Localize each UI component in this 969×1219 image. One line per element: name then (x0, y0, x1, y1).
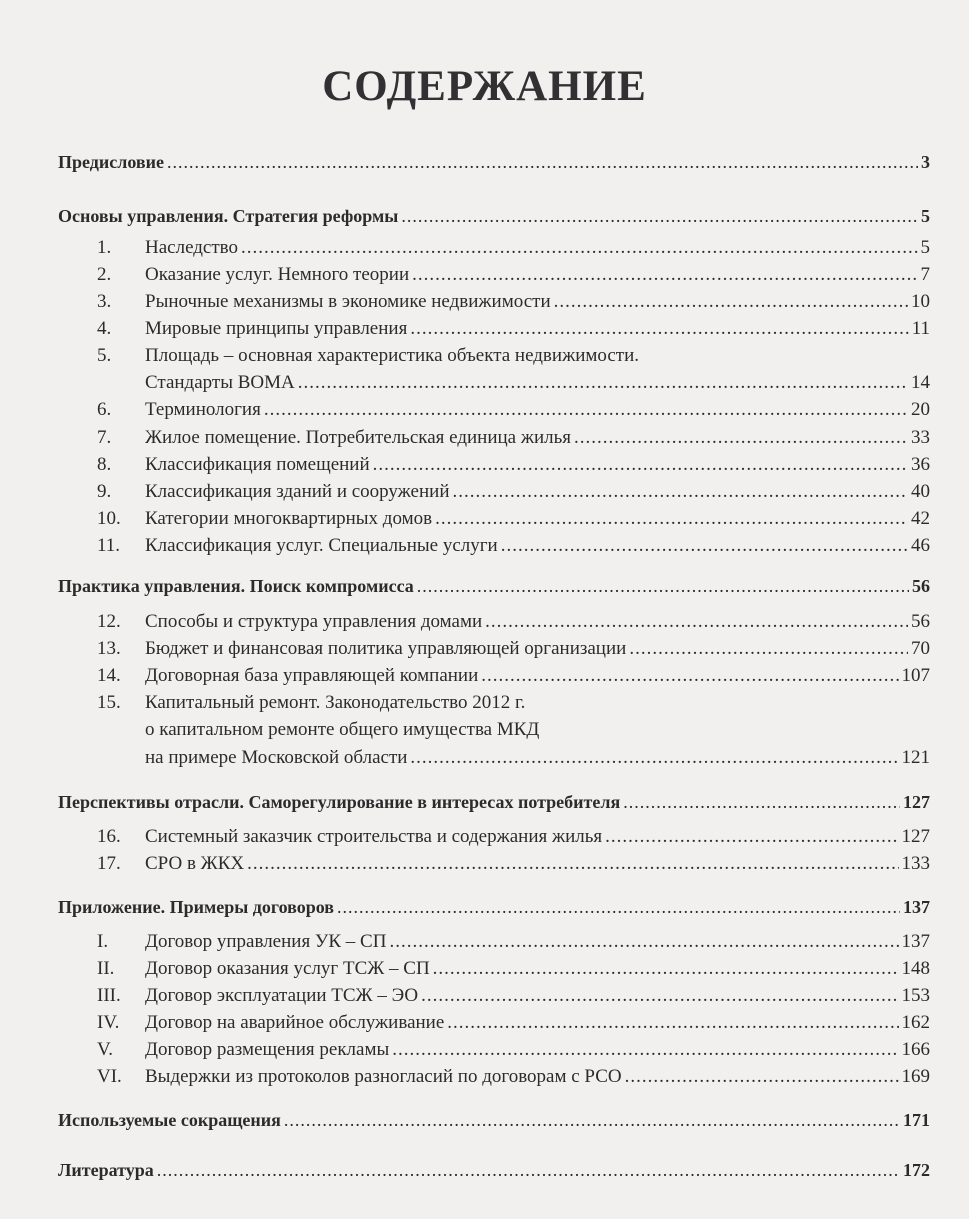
item-title: Площадь – основная характеристика объекта недвижимости. (145, 345, 640, 366)
item-title: Договорная база управляющей компании (145, 665, 479, 686)
dot-leader (241, 236, 918, 260)
item-number: 17. (97, 853, 121, 874)
item-title: Рыночные механизмы в экономике недвижимости (145, 291, 551, 312)
toc-item[interactable] (97, 957, 930, 981)
toc-item[interactable] (97, 1011, 930, 1035)
dot-leader (623, 790, 900, 814)
item-number: 3. (97, 291, 112, 312)
item-title: Наследство (145, 237, 238, 258)
item-title: Выдержки из протоколов разногласий по договорам с РСО (145, 1066, 622, 1087)
item-page: 42 (911, 508, 930, 529)
dot-leader (481, 664, 898, 688)
section-title: Основы управления. Стратегия реформы (58, 206, 399, 226)
section-title: Практика управления. Поиск компромисса (58, 576, 414, 596)
item-number: VI. (97, 1066, 122, 1087)
item-number: 1. (97, 237, 112, 258)
item-title: Мировые принципы управления (145, 318, 408, 339)
item-number: 6. (97, 399, 112, 420)
item-title: Системный заказчик строительства и содержания жилья (145, 826, 603, 847)
item-page: 5 (920, 237, 930, 258)
item-number: V. (97, 1039, 114, 1060)
entry-page: 3 (921, 152, 930, 172)
page-title: СОДЕРЖАНИЕ (322, 63, 647, 110)
toc-item-continuation[interactable] (97, 371, 930, 395)
dot-leader (298, 371, 908, 395)
item-number: 2. (97, 264, 112, 285)
item-number: 14. (97, 665, 121, 686)
dot-leader (417, 574, 909, 598)
item-page: 40 (911, 481, 930, 502)
toc-item[interactable] (97, 1065, 930, 1089)
item-number: 13. (97, 638, 121, 659)
item-number: 9. (97, 481, 112, 502)
item-title: Классификация зданий и сооружений (145, 481, 450, 502)
item-title-continued: о капитальном ремонте общего имущества МКД (145, 719, 540, 740)
item-number: III. (97, 985, 121, 1006)
item-page: 133 (901, 853, 930, 874)
dot-leader (435, 507, 908, 531)
toc-entry-preface[interactable] (58, 150, 930, 174)
item-page: 107 (901, 665, 930, 686)
dot-leader (421, 984, 898, 1008)
toc-section-3[interactable] (58, 790, 930, 814)
item-title: Договор на аварийное обслуживание (145, 1012, 445, 1033)
dot-leader (574, 426, 908, 450)
dot-leader (501, 534, 908, 558)
entry-page: 171 (903, 1110, 930, 1130)
toc-item[interactable] (97, 852, 930, 876)
toc-item[interactable] (97, 453, 930, 477)
item-number: 7. (97, 427, 112, 448)
item-number: 15. (97, 692, 121, 713)
dot-leader (410, 746, 898, 770)
section-title: Перспективы отрасли. Саморегулирование в интересах потребителя (58, 792, 621, 812)
item-number: 12. (97, 611, 121, 632)
toc-item[interactable] (97, 664, 930, 688)
toc-section-1[interactable] (58, 204, 930, 228)
item-page: 137 (901, 931, 930, 952)
dot-leader (247, 852, 898, 876)
toc-entry-abbreviations[interactable] (58, 1108, 930, 1132)
dot-leader (554, 290, 908, 314)
item-title: Договор эксплуатации ТСЖ – ЭО (145, 985, 419, 1006)
toc-entry-literature[interactable] (58, 1158, 930, 1182)
item-page: 11 (911, 318, 930, 339)
item-title: Классификация помещений (145, 454, 370, 475)
entry-title: Предисловие (58, 152, 164, 172)
item-number: 8. (97, 454, 112, 475)
item-page: 153 (901, 985, 930, 1006)
toc-item-multiline[interactable] (97, 691, 930, 715)
toc-section-4[interactable] (58, 895, 930, 919)
item-page: 14 (911, 372, 930, 393)
toc-item[interactable] (97, 610, 930, 634)
toc-item[interactable] (97, 236, 930, 260)
item-page: 166 (901, 1039, 930, 1060)
entry-page: 172 (903, 1160, 930, 1180)
dot-leader (447, 1011, 898, 1035)
toc-item-continuation[interactable] (97, 718, 930, 742)
toc-item-multiline[interactable] (97, 344, 930, 368)
item-number: 4. (97, 318, 112, 339)
item-title: Капитальный ремонт. Законодательство 2012 г. (145, 692, 526, 713)
item-page: 121 (901, 747, 930, 768)
toc-section-2[interactable] (58, 574, 930, 598)
toc-item[interactable] (97, 507, 930, 531)
item-title: Способы и структура управления домами (145, 611, 483, 632)
dot-leader (605, 825, 898, 849)
section-page: 56 (912, 576, 930, 596)
item-page: 169 (901, 1066, 930, 1087)
item-title: Жилое помещение. Потребительская единица жилья (145, 427, 572, 448)
item-page: 70 (911, 638, 930, 659)
dot-leader (629, 637, 908, 661)
item-number: II. (97, 958, 115, 979)
item-title-continued: на примере Московской области (145, 747, 408, 768)
item-title-continued: Стандарты ВОМА (145, 372, 295, 393)
item-page: 36 (911, 454, 930, 475)
dot-leader (410, 317, 908, 341)
dot-leader (412, 263, 917, 287)
section-title: Приложение. Примеры договоров (58, 897, 335, 917)
entry-title: Литература (58, 1160, 154, 1180)
dot-leader (485, 610, 908, 634)
dot-leader (264, 398, 908, 422)
dot-leader (157, 1158, 900, 1182)
toc-item[interactable] (97, 825, 930, 849)
toc-item[interactable] (97, 426, 930, 450)
item-page: 46 (911, 535, 930, 556)
dot-leader (392, 1038, 898, 1062)
item-page: 10 (911, 291, 930, 312)
item-title: Бюджет и финансовая политика управляющей организации (145, 638, 627, 659)
item-number: 10. (97, 508, 121, 529)
dot-leader (373, 453, 908, 477)
item-page: 7 (920, 264, 930, 285)
item-title: Договор управления УК – СП (145, 931, 387, 952)
toc-item-continuation[interactable] (97, 746, 930, 770)
toc-item[interactable] (97, 263, 930, 287)
dot-leader (167, 150, 918, 174)
item-title: Договор размещения рекламы (145, 1039, 390, 1060)
item-number: I. (97, 931, 109, 952)
toc-item[interactable] (97, 1038, 930, 1062)
dot-leader (433, 957, 899, 981)
dot-leader (452, 480, 908, 504)
item-title: Терминология (145, 399, 261, 420)
item-title: Классификация услуг. Специальные услуги (145, 535, 498, 556)
toc-item[interactable] (97, 317, 930, 341)
toc-item[interactable] (97, 534, 930, 558)
item-page: 148 (901, 958, 930, 979)
section-page: 5 (921, 206, 930, 226)
item-title: СРО в ЖКХ (145, 853, 245, 874)
item-number: 11. (97, 535, 121, 556)
section-page: 137 (903, 897, 930, 917)
item-number: 5. (97, 345, 112, 366)
item-page: 20 (911, 399, 930, 420)
toc-item[interactable] (97, 930, 930, 954)
item-title: Договор оказания услуг ТСЖ – СП (145, 958, 430, 979)
item-page: 56 (911, 611, 930, 632)
item-page: 162 (901, 1012, 930, 1033)
dot-leader (337, 895, 900, 919)
dot-leader (625, 1065, 899, 1089)
toc-item[interactable] (97, 480, 930, 504)
section-page: 127 (903, 792, 930, 812)
item-number: 16. (97, 826, 121, 847)
toc-item[interactable] (97, 637, 930, 661)
toc-item[interactable] (97, 290, 930, 314)
item-title: Оказание услуг. Немного теории (145, 264, 410, 285)
dot-leader (401, 204, 918, 228)
dot-leader (389, 930, 898, 954)
entry-title: Используемые сокращения (58, 1110, 281, 1130)
dot-leader (284, 1108, 900, 1132)
item-page: 33 (911, 427, 930, 448)
item-title: Категории многоквартирных домов (145, 508, 433, 529)
toc-item[interactable] (97, 984, 930, 1008)
toc-item[interactable] (97, 398, 930, 422)
item-number: IV. (97, 1012, 120, 1033)
item-page: 127 (901, 826, 930, 847)
